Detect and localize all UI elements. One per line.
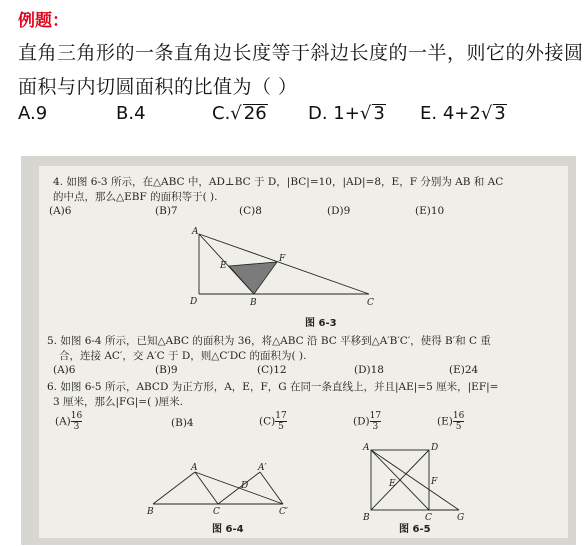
problem-5-option-a: (A)6	[53, 364, 76, 376]
label-e: E	[220, 261, 227, 271]
problem-4-option-e: (E)10	[415, 205, 445, 217]
label-c: C	[367, 298, 374, 308]
figure-6-5	[359, 442, 469, 522]
sqrt-radicand: 3	[494, 103, 506, 124]
problem-6-line-2: 3 厘米，那么|FG|=( )厘米.	[53, 396, 183, 408]
option-c: C.√ 26	[212, 103, 267, 124]
problem-4-option-d: (D)9	[327, 205, 351, 217]
svg-text:F: F	[431, 477, 438, 487]
question-line-2: 面积与内切圆面积的比值为（ ）	[18, 76, 298, 98]
problem-6-line-1: 6. 如图 6-5 所示，ABCD 为正方形，A，E，F，G 在同一条直线上，并且|AE|=5 厘米，|EF|=	[47, 381, 499, 393]
figure-6-3	[189, 224, 389, 314]
svg-text:B: B	[147, 507, 154, 517]
figure-6-4	[143, 460, 293, 518]
problem-5-option-c: (C)12	[257, 364, 287, 376]
svg-text:C′: C′	[279, 507, 288, 517]
option-e: E. 4+2√ 3	[420, 103, 506, 124]
label-a: A	[192, 227, 199, 237]
svg-text:C: C	[425, 513, 432, 522]
svg-text:D: D	[431, 443, 439, 453]
svg-text:A′: A′	[258, 463, 267, 473]
problem-6-option-d: (D) $\frac{17}{3}$	[353, 411, 382, 432]
label-d: D	[190, 297, 198, 307]
triangle-ebf-shaded	[229, 262, 277, 294]
problem-5-option-e: (E)24	[449, 364, 479, 376]
svg-text:A: A	[363, 443, 370, 453]
figure-6-4-caption: 图 6-4	[212, 524, 244, 535]
svg-text:C: C	[213, 507, 220, 517]
svg-text:G: G	[457, 513, 465, 522]
problem-6-option-c: (C) $\frac{17}{5}$	[259, 411, 287, 432]
figure-6-5-caption: 图 6-5	[399, 524, 431, 535]
label-f: F	[279, 254, 286, 264]
svg-text:D: D	[241, 481, 249, 491]
svg-text:A: A	[191, 463, 198, 473]
problem-4-option-b: (B)7	[155, 205, 178, 217]
option-a: A.9	[18, 103, 48, 124]
option-d: D. 1+√ 3	[308, 103, 385, 124]
sqrt-radicand: 3	[373, 103, 385, 124]
problem-4-option-a: (A)6	[49, 205, 72, 217]
problem-5-option-b: (B)9	[155, 364, 178, 376]
problem-6-option-e: (E) $\frac{16}{5}$	[437, 411, 465, 432]
problem-6-option-a: (A) $\frac{16}{3}$	[55, 411, 83, 432]
problem-5-line-1: 5. 如图 6-4 所示，已知△ABC 的面积为 36，将△ABC 沿 BC 平移到△A′B′C′，使得 B′和 C 重	[47, 335, 491, 347]
option-b: B.4	[116, 103, 146, 124]
svg-text:B: B	[363, 513, 370, 522]
sqrt-radicand: 26	[243, 103, 267, 124]
problem-4-line-2: 的中点，那么△EBF 的面积等于( ).	[53, 191, 218, 203]
label-b: B	[250, 298, 257, 308]
textbook-photo	[21, 156, 576, 545]
figure-6-3-caption: 图 6-3	[305, 318, 337, 329]
textbook-page	[39, 166, 568, 538]
svg-text:E: E	[389, 479, 396, 489]
question-line-1: 直角三角形的一条直角边长度等于斜边长度的一半，则它的外接圆	[18, 42, 584, 64]
example-label: 例题：	[18, 11, 69, 31]
problem-4-option-c: (C)8	[239, 205, 262, 217]
problem-6-option-b: (B)4	[171, 417, 194, 429]
problem-5-option-d: (D)18	[354, 364, 384, 376]
problem-4-line-1: 4. 如图 6-3 所示，在△ABC 中，AD⊥BC 于 D，|BC|=10，|AD|=8，E，F 分别为 AB 和 AC	[53, 176, 504, 188]
answer-options	[18, 103, 578, 133]
problem-5-line-2: 合，连接 AC′，交 A′C 于 D，则△C′DC 的面积为( ).	[59, 350, 307, 362]
